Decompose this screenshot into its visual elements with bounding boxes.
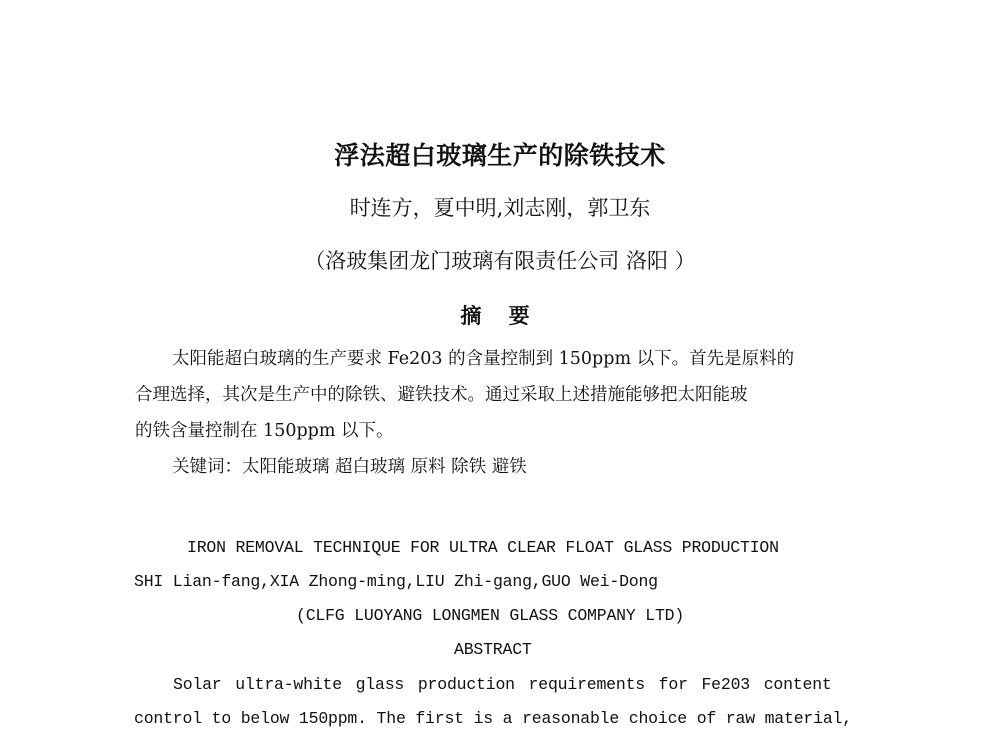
affiliation-zh: （洛玻集团龙门玻璃有限责任公司 洛阳 ） bbox=[304, 249, 696, 273]
abstract-en-line: Solar ultra-white glass production requirements for Fe203 content bbox=[173, 675, 832, 694]
abstract-zh-line: 合理选择，其次是生产中的除铁、避铁技术。通过采取上述措施能够把太阳能玻 bbox=[135, 385, 748, 405]
abstract-heading-en: ABSTRACT bbox=[454, 640, 532, 659]
affiliation-en: (CLFG LUOYANG LONGMEN GLASS COMPANY LTD) bbox=[296, 606, 685, 625]
abstract-zh-line: 太阳能超白玻璃的生产要求 Fe203 的含量控制到 150ppm 以下。首先是原料的 bbox=[172, 349, 795, 369]
paper-title-en: IRON REMOVAL TECHNIQUE FOR ULTRA CLEAR FLOAT GLASS PRODUCTION bbox=[187, 538, 779, 557]
abstract-zh-line: 的铁含量控制在 150ppm 以下。 bbox=[135, 421, 394, 441]
paper-title-zh: 浮法超白玻璃生产的除铁技术 bbox=[334, 141, 666, 170]
authors-zh: 时连方，夏中明,刘志刚，郭卫东 bbox=[349, 196, 651, 220]
abstract-en-line: control to below 150ppm. The first is a reasonable choice of raw material, bbox=[134, 709, 852, 728]
abstract-heading-zh: 摘 要 bbox=[460, 303, 540, 328]
authors-en: SHI Lian-fang,XIA Zhong-ming,LIU Zhi-gang,GUO Wei-Dong bbox=[134, 572, 658, 591]
abstract-zh bbox=[135, 341, 865, 485]
keywords-zh: 关键词：太阳能玻璃 超白玻璃 原料 除铁 避铁 bbox=[172, 457, 527, 477]
